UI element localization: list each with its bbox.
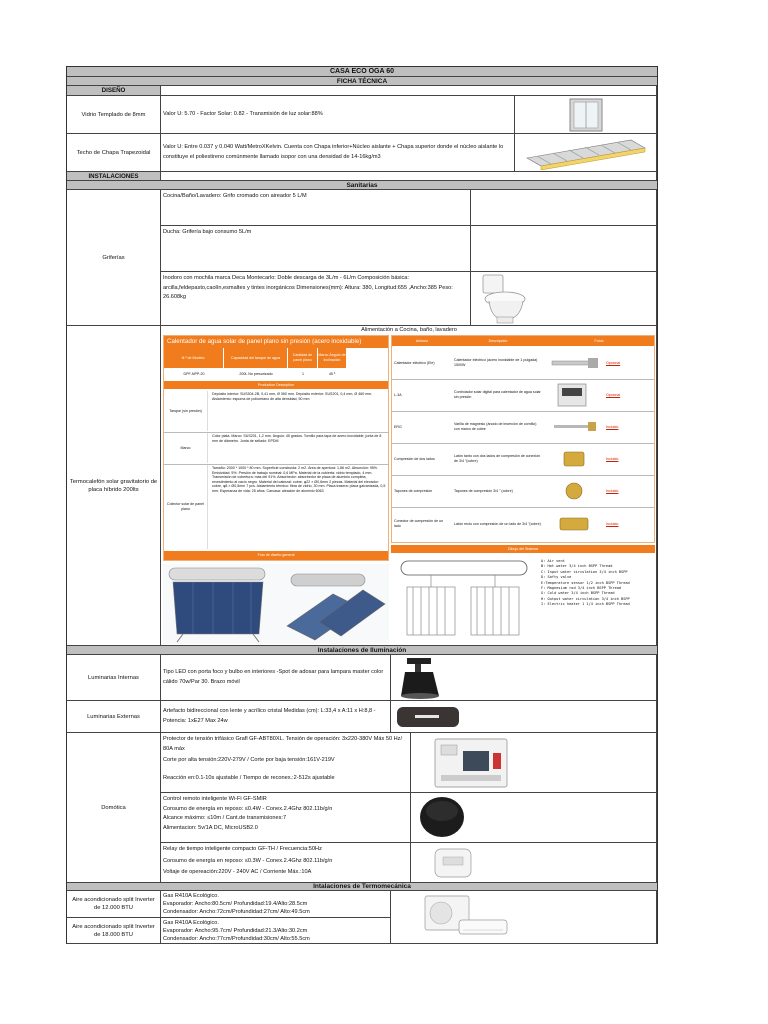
- termomecanica-header: Intalaciones de Termomecánica: [67, 883, 657, 891]
- acc-header-item: Artículo: [392, 336, 452, 346]
- collector-label: Colector solar de panel plano: [164, 465, 208, 549]
- trapezoidal-roof-panel-image: [515, 134, 657, 172]
- griferias-label: Griferías: [67, 190, 161, 326]
- tank-label: Tanque (sin presión): [164, 391, 208, 431]
- legend-entry: D: Safty valve: [541, 575, 572, 580]
- relay-line: Relay de tiempo inteligente compacto GF-TH / Frecuencia:50Hz: [163, 846, 322, 852]
- system-diagram: [393, 557, 535, 641]
- frame-label: Marco: [164, 433, 208, 463]
- acc-status: Opcional: [606, 392, 621, 397]
- legend-entry: B: Hot water 3/4 inch BSPP Thread: [541, 564, 613, 569]
- spec-header-model: N.º de Modelo.: [164, 348, 224, 368]
- acc-status: Incluido: [606, 488, 619, 493]
- acc-item: Tapones de compresión: [394, 488, 433, 493]
- split-ac-image: [391, 891, 657, 944]
- protector-line: Corte por alta tensión:220V-279V / Corte por baja tensión:161V-219V: [163, 757, 335, 763]
- legend-entry: I: Electric heater 1 1/4 inch BSPP Thread: [541, 602, 630, 607]
- technical-sheet: [66, 66, 658, 944]
- luminarias-externas-label: Luminarias Externas: [67, 701, 161, 733]
- acc-status: Opcional: [606, 360, 621, 365]
- aire-18000-line: Condensador: Ancho:77cm/Profundidad:30cm/ Alto:55.5cm: [163, 936, 310, 942]
- protector-line: Protector de tensión trifásico Grafl GF-ABT80XL. Tensión de operación: 3x220-380V Máx 50 Hz/ 80A máx: [163, 736, 402, 752]
- spec-header-angle: Marco Ángulo de inclinación: [318, 348, 346, 368]
- straight-connector-image: [548, 510, 600, 538]
- production-description-header: Production Description: [164, 381, 388, 389]
- spec-model-value: DPF-NPP-20: [183, 372, 205, 376]
- vidrio-label: Vidrio Templado de 8mm: [67, 96, 161, 134]
- aire-18000-label: Aire acondicionado split Inverter de 18.000 BTU: [67, 918, 161, 944]
- legend-entry: A: Air vent: [541, 559, 565, 563]
- spec-angle-value: 45 º: [328, 372, 336, 376]
- collector-text: Tamaño: 2000 * 1000 * 80 mm. Superficie construida: 2 m2. Área de apertura: 1,86 m2. Absorción: 95%. Emisividad: 5%. Presión de trabajo nominal: 0,6 MPa. Material de la cubierta: vidrio templado, 4 mm. Transmisión de cobertura: más del 91%. Absorbedor: absorbedor de placa de aluminio completa, revestimiento al vacío negro. Material del cabezal: cobre, φ22 × Ø0,6mm 2 piezas. Material del elevador: cobre, φ8 × Ø0,5mm 7 pcs. Aislamiento térmico: fibra de vidrio, 30 mm. Placa trasera: placa galvanizada, 0,5 mm. Esperanza de vida: 25 años. Carcasa: aleación de aluminio 6063: [212, 466, 386, 493]
- legend-entry: G: Cold water 3/4 inch BSPP Thread: [541, 591, 615, 596]
- legend-entry: H: Output water circulation 3/4 inch BSPP: [541, 596, 630, 601]
- aire-12000-line: Condensador: Ancho:72cm/Profundidad:27cm/ Alto:49.5cm: [163, 909, 310, 915]
- acc-item: Compresión de dos lados: [394, 456, 435, 461]
- acc-status: Incluido: [606, 424, 619, 429]
- acc-item: ERG: [394, 424, 402, 429]
- acc-status: Incluido: [606, 456, 619, 461]
- spec-header-panels: Cantidad de panel plano: [288, 348, 318, 368]
- acc-item: Calentador eléctrico (Ele): [394, 360, 435, 365]
- iluminacion-header: Instalaciones de Iluminación: [67, 646, 657, 655]
- solar-controller-image: [548, 382, 600, 408]
- glass-window-image: [515, 96, 657, 134]
- acc-header-photos: Fotos: [544, 336, 654, 346]
- control-line: Consumo de energía en reposo: ≤0.4W - Conex.2.4Ghz 802.11b/g/n: [163, 805, 333, 812]
- luminarias-externas-desc: Artefacto bidireccional con lente y acrílico cristal Medidas (cm): L:33,4 x A:11 x H:8,8 - Potencia: 1xE27 Max 24w: [161, 701, 391, 733]
- termocalefon-panel: [161, 326, 657, 646]
- spec-capacity-value: 200L No presurizado: [239, 372, 273, 376]
- spec-title: Calentador de agua solar de panel plano sin presión (acero inoxidable): [164, 336, 388, 348]
- spec-header-capacity: Capacidad del tanque de agua: [224, 348, 288, 368]
- acc-desc: Latón recto con compresión de un lado de 3/4 "(cobre): [454, 521, 541, 526]
- aire-18000-line: Gas R410A Ecológico.: [163, 920, 219, 926]
- protector-desc: [161, 733, 411, 793]
- luminarias-internas-label: Luminarias Internas: [67, 655, 161, 701]
- luminarias-internas-desc: Tipo LED con porta foco y bulbo en interiores -Spot de adosar para lampara master color cálido 70w/Par 30. Brazo móvil: [161, 655, 391, 701]
- techo-desc: Valor U: Entre 0.037 y 0.040 Watt/MetroXKelvin. Cuenta con Chapa inferior+Núcleo aislante + Chapa superior donde el núcleo aislante lo constituye el poliestireno comúnmente llamado isopor con una densidad de 14-16kg/m3: [161, 134, 515, 172]
- acc-desc: Calentador eléctrico (acero inoxidable de 1 pulgada) 1500W: [454, 358, 538, 367]
- smart-relay-image: [411, 843, 657, 883]
- tank-text: Depósito interior: SUS304-2B, 0,41 mm, Ø 360 mm. Depósito exterior: SUS201, 0,4 mm, Ø 460 mm. Aislamiento: espuma de poliuretano de alta densidad, 50 mm: [212, 392, 373, 401]
- acc-desc: Controlador solar digital para calentador de agua solar sin presión: [454, 390, 541, 399]
- acc-header-desc: Descripción: [452, 336, 544, 346]
- accessories-table: [391, 335, 655, 543]
- protector-line: Reacción en:0.1-10s ajustable / Tiempo de reconex.:2-512s ajustable: [163, 774, 335, 781]
- techo-label: Techo de Chapa Trapezoidal: [67, 134, 161, 172]
- wall-light-image: [391, 701, 657, 733]
- aire-18000-line: Evaporador: Ancho:95.7cm/ Profundidad:21.3/Alto:30.2cm: [163, 928, 308, 934]
- acc-desc: Varilla de magnesio (ánodo de inserción de cornillo) con marco de cobre: [454, 422, 537, 431]
- toilet-image: [471, 272, 657, 326]
- legend-entry: E:Temperature sensor 1/2 inch BSPP Thread: [541, 580, 630, 585]
- solar-heater-spec-sheet: [163, 335, 389, 561]
- inodoro-desc: Inodoro con mochila marca Deca Montecarlo: Doble descarga de 3L/m - 6L/m Composición básica: arcilla,feldepasto,caolín,esmaltes y tintes inorgánicos Dimensiones(mm): Altura: 380, Longitud:655 ,Ancho:385 Peso: 26.608kg: [161, 272, 471, 326]
- termocalefon-caption: Alimentación a Cocina, baño, lavadero: [361, 327, 457, 333]
- spot-light-image: [391, 655, 657, 701]
- diagram-legend: [541, 559, 653, 608]
- control-line: Control remoto inteligente Wi-Fi GF-SMIR: [163, 796, 267, 802]
- electric-heater-image: [548, 350, 600, 376]
- document-title: CASA ECO OGA 60: [67, 67, 657, 77]
- spec-panels-value: 1: [302, 372, 304, 376]
- griferia-cocina: Cocina/Baño/Lavadero: Grifo cromado con aireador 5 L/M: [161, 190, 471, 226]
- relay-line: Consumo de energía en reposo: ≤0.3W - Conex.2.4Ghz 802.11b/g/n: [163, 857, 333, 864]
- acc-status: Incluido: [606, 521, 619, 526]
- aire-12000-line: Gas R410A Ecológico.: [163, 893, 219, 899]
- aire-18000-desc: [161, 918, 391, 944]
- solar-heater-photos: [163, 564, 389, 644]
- magnesium-rod-image: [548, 414, 600, 440]
- aire-12000-line: Evaporador: Ancho:80.5cm/ Profundidad:19.4/Alto:28.5cm: [163, 901, 308, 907]
- system-drawing-title: Dibujo del Sistema: [391, 545, 655, 553]
- acc-desc: Tapones de compresión 3/4 " (cobre): [454, 488, 513, 493]
- griferia-ducha: Ducha: Grifería bajo consumo 5L/m: [161, 226, 471, 272]
- control-line: Alcance máximo: ≤10m / Cant.de transmisiones:7: [163, 815, 287, 821]
- section-instalaciones: INSTALACIONES: [67, 172, 161, 181]
- relay-line: Voltaje de opereación:220V - 240V AC / Corriente Máx.:10A: [163, 869, 312, 875]
- aire-12000-desc: [161, 891, 391, 918]
- acc-item: L-3A: [394, 392, 402, 397]
- vidrio-desc: Valor U: 5.70 - Factor Solar: 0.82 - Transmisión de luz solar:88%: [161, 96, 515, 134]
- termocalefon-label: Termocalefón solar gravitatorio de placa híbrido 200lts: [67, 326, 161, 646]
- voltage-protector-image: [411, 733, 657, 793]
- control-line: Alimentacion: 5v/1A DC, MicroUSB2.0: [163, 824, 258, 831]
- control-remoto-desc: [161, 793, 411, 843]
- legend-entry: F: Magnesium rod 3/4 inch BSPP Thread: [541, 586, 622, 591]
- domotica-label: Domótica: [67, 733, 161, 883]
- relay-desc: [161, 843, 411, 883]
- compression-cap-image: [548, 478, 600, 504]
- brass-fitting-image: [548, 446, 600, 472]
- section-diseno: DISEÑO: [67, 86, 161, 96]
- photo-caption: Foto de diseño general: [164, 551, 388, 560]
- document-subtitle: FICHA TÉCNICA: [67, 77, 657, 86]
- legend-entry: C: Input water circulation 3/4 inch BSPP: [541, 569, 628, 574]
- acc-desc: Latón tanto con dos lados de compresión de conexión de 3/4 "(cobre): [454, 454, 541, 463]
- ir-remote-image: [411, 793, 657, 843]
- aire-12000-label: Aire acondicionado split Inverter de 12.000 BTU: [67, 891, 161, 918]
- sanitarias-header: Sanitarias: [67, 181, 657, 190]
- acc-item: Conector de compresión de un lado: [394, 519, 444, 528]
- frame-text: Color plata. Marco: SUS201, 1,2 mm. Ángulo: 45 grados. Tornillo para tapa de acero inoxidable, junta de 8 mm de diámetro. Junta de sellado: EPDM: [212, 434, 382, 443]
- system-drawing: [391, 555, 655, 643]
